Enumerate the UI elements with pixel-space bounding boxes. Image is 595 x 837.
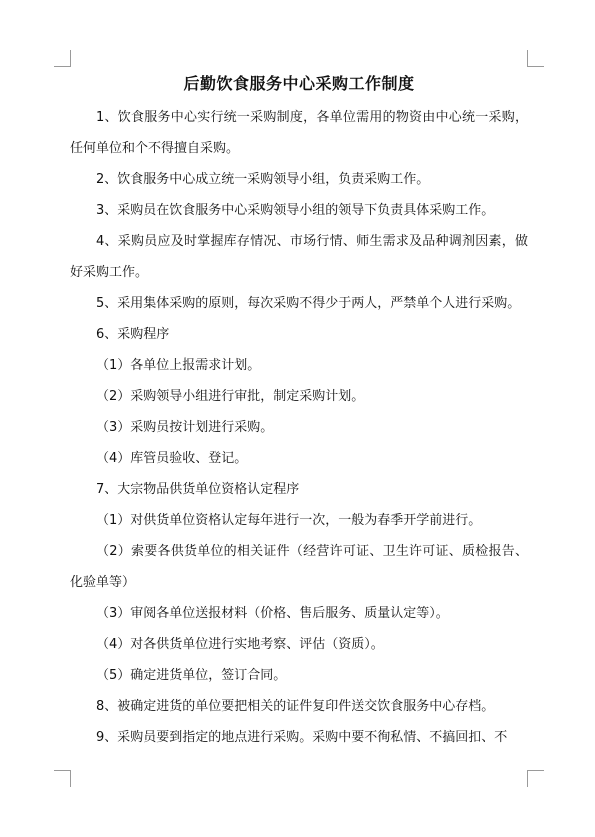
- paragraph: 5、采用集体采购的原则，每次采购不得少于两人，严禁单个人进行采购。: [96, 296, 521, 311]
- paragraph: （1）各单位上报需求计划。: [96, 358, 261, 373]
- paragraph: （4）对各供货单位进行实地考察、评估（资质）。: [96, 637, 384, 652]
- paragraph: 2、饮食服务中心成立统一采购领导小组，负责采购工作。: [96, 172, 430, 187]
- margin-corner-mark: [54, 50, 71, 67]
- paragraph: 8、被确定进货的单位要把相关的证件复印件送交饮食服务中心存档。: [96, 699, 495, 714]
- paragraph: 7、大宗物品供货单位资格认定程序: [96, 482, 300, 497]
- paragraph: 4、采购员应及时掌握库存情况、市场行情、师生需求及品种调剂因素，做好采购工作。: [70, 234, 528, 280]
- paragraph: （2）采购领导小组进行审批，制定采购计划。: [96, 389, 365, 404]
- paragraph: （2）索要各供货单位的相关证件（经营许可证、卫生许可证、质检报告、化验单等）: [70, 544, 528, 590]
- document-body: [70, 66, 528, 753]
- paragraph: （3）审阅各单位送报材料（价格、售后服务、质量认定等）。: [96, 606, 449, 621]
- paragraph: （4）库管员验收、登记。: [96, 451, 248, 466]
- paragraph: 3、采购员在饮食服务中心采购领导小组的领导下负责具体采购工作。: [96, 203, 495, 218]
- paragraph: （3）采购员按计划进行采购。: [96, 420, 274, 435]
- paragraph: 9、采购员要到指定的地点进行采购。采购中要不徇私情、不搞回扣、不: [96, 730, 508, 745]
- margin-corner-mark: [527, 770, 544, 787]
- paragraph: （5）确定进货单位，签订合同。: [96, 668, 287, 683]
- paragraph: 1、饮食服务中心实行统一采购制度，各单位需用的物资由中心统一采购，任何单位和个不得擅自采购。: [70, 110, 528, 156]
- document-title: 后勤饮食服务中心采购工作制度: [183, 74, 415, 93]
- paragraph: 6、采购程序: [96, 327, 170, 342]
- margin-corner-mark: [527, 50, 544, 67]
- margin-corner-mark: [54, 770, 71, 787]
- paragraph: （1）对供货单位资格认定每年进行一次，一般为春季开学前进行。: [96, 513, 482, 528]
